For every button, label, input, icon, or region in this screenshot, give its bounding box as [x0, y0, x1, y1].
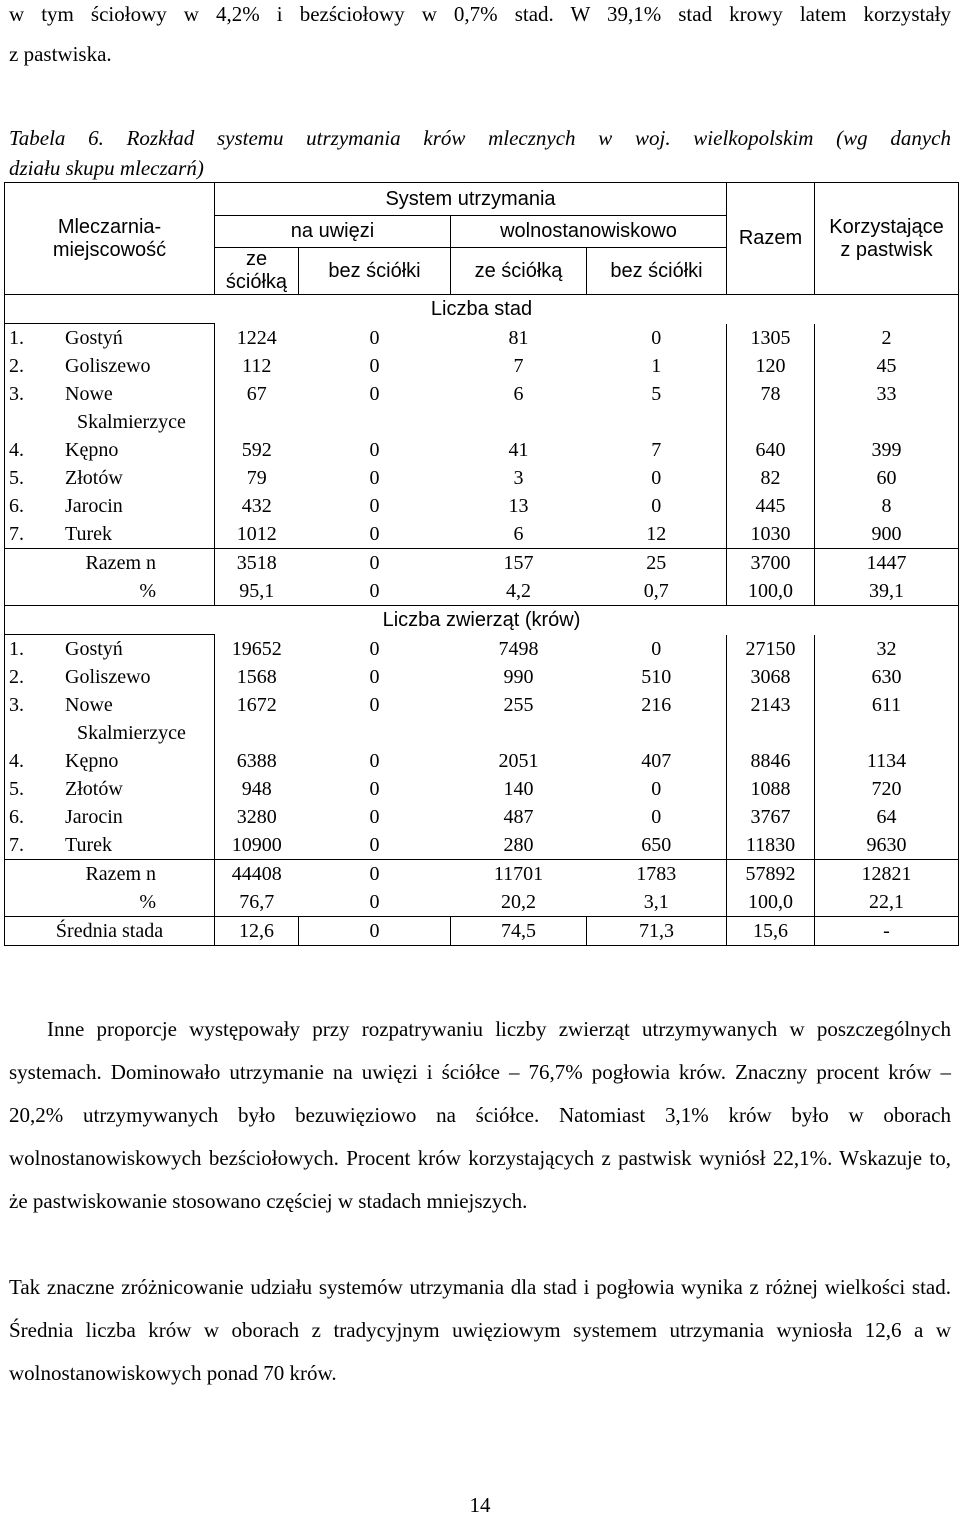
- stad-value-cell: 6: [513, 523, 524, 545]
- krow-value-cell: 0: [651, 806, 662, 828]
- stad-value-cell: 112: [242, 355, 272, 377]
- stad-value-cell: 120: [727, 352, 815, 380]
- krow-row-number: 4.: [9, 750, 24, 772]
- stad-row: [5, 492, 959, 520]
- stad-row: [5, 436, 959, 464]
- stad-value-cell: 1224: [236, 326, 277, 349]
- krow-value-cell: 19652: [231, 637, 282, 660]
- stad-dairy-name: Jarocin: [65, 495, 123, 517]
- krow-row: [5, 635, 959, 664]
- krow-value-cell: 64: [815, 803, 959, 831]
- krow-value-cell: 0: [369, 806, 380, 828]
- header-ze-sciolka-2: ze ściółką: [451, 248, 587, 295]
- section-liczba-stad-row: [5, 295, 959, 324]
- krow-value-cell: 3767: [727, 803, 815, 831]
- section-liczba-zwierzat-row: [5, 606, 959, 635]
- krow-percent-label: %: [5, 888, 215, 917]
- krow-value-cell: 0: [369, 666, 380, 688]
- krow-name-cell: [5, 803, 215, 831]
- krow-row: [5, 747, 959, 775]
- stad-value-cell: 445: [727, 492, 815, 520]
- krow-percent-value-cell: 20,2: [501, 891, 536, 913]
- stad-name-cell: [5, 520, 215, 549]
- stad-razem-value-cell: 0: [299, 549, 451, 578]
- krow-dairy-name: Turek: [65, 834, 113, 856]
- table-caption-line-2: działu skupu mleczarń): [9, 156, 204, 180]
- stad-dairy-name: Gostyń: [65, 327, 123, 349]
- krow-row: [5, 831, 959, 860]
- stad-value-cell: 0: [369, 383, 380, 405]
- srednia-label: Średnia stada: [5, 917, 215, 946]
- krow-value-cell: 3068: [727, 663, 815, 691]
- stad-value-cell: 0: [651, 326, 662, 349]
- krow-razem-value-cell: 0: [299, 860, 451, 889]
- stad-value-cell: 33: [815, 380, 959, 436]
- stad-value-cell: 0: [369, 326, 380, 349]
- stad-percent-label: %: [5, 577, 215, 606]
- stad-row: [5, 464, 959, 492]
- stad-row-number: 5.: [9, 467, 24, 489]
- krow-percent-value-cell: 22,1: [815, 888, 959, 917]
- krow-value-cell: 3280: [236, 806, 277, 828]
- krow-dairy-name: Jarocin: [65, 806, 123, 828]
- stad-name-cell: [5, 492, 215, 520]
- header-bez-sciolki-1: bez ściółki: [299, 248, 451, 295]
- paragraph-1: Inne proporcje występowały przy rozpatrywaniu liczby zwierząt utrzymywanych w poszczególnych systemach. Dominowało utrzymanie na uwięzi i ściółce – 76,7% pogłowia krów. Znaczny procent krów – 20,2% utrzymywanych było bezuwięziowo na ściółce. Natomiast 3,1% krów było w oborach wolnostanowiskowych bezściołowych. Procent krów korzystających z pastwisk wyniósł 22,1%. Wskazuje to, że pastwiskowanie stosowano częściej w stadach mniejszych.: [9, 1017, 951, 1213]
- stad-dairy-name: Turek: [65, 523, 113, 545]
- section-liczba-stad: Liczba stad: [5, 295, 959, 324]
- krow-row: [5, 803, 959, 831]
- krow-value-cell: 2051: [498, 750, 539, 772]
- stad-percent-value-cell: 100,0: [727, 577, 815, 606]
- stad-razem-value-cell: 157: [451, 549, 587, 578]
- stad-row: [5, 380, 959, 436]
- stad-percent-value-cell: 39,1: [815, 577, 959, 606]
- krow-dairy-name: Nowe: [65, 694, 113, 716]
- stad-value-cell: 81: [508, 326, 529, 349]
- stad-dairy-name: Nowe: [65, 383, 113, 405]
- stad-value-cell: 1305: [727, 324, 815, 353]
- krow-row-number: 2.: [9, 666, 24, 688]
- krow-value-cell: 6388: [236, 750, 277, 772]
- stad-value-cell: 2: [815, 324, 959, 353]
- stad-dairy-name-cont: Skalmierzyce: [77, 411, 186, 433]
- stad-row-number: 2.: [9, 355, 24, 377]
- krow-row: [5, 663, 959, 691]
- krow-value-cell: 140: [503, 778, 534, 800]
- stad-percent-value-cell: 0: [369, 580, 380, 602]
- srednia-row: [5, 917, 959, 946]
- stad-value-cell: 1030: [727, 520, 815, 549]
- stad-value-cell: 1: [651, 355, 662, 377]
- intro-line-1: w tym ściołowy w 4,2% i bezściołowy w 0,7% stad. W 39,1% stad krowy latem korzystały: [9, 2, 951, 26]
- krow-value-cell: 0: [369, 834, 380, 856]
- stad-value-cell: 41: [508, 439, 529, 461]
- stad-value-cell: 0: [369, 355, 380, 377]
- header-na-uwiezi: na uwięzi: [215, 216, 451, 248]
- stad-razem-label: Razem n: [5, 549, 215, 578]
- stad-value-cell: 12: [646, 523, 667, 545]
- krow-name-cell: [5, 775, 215, 803]
- stad-value-cell: 8: [815, 492, 959, 520]
- krow-row-number: 1.: [9, 638, 24, 660]
- krow-dairy-name: Kępno: [65, 750, 119, 772]
- header-korzystajace: Korzystające z pastwisk: [815, 183, 959, 295]
- header-bez-sciolki-2: bez ściółki: [587, 248, 727, 295]
- krow-dairy-name: Goliszewo: [65, 666, 151, 688]
- page-number: 14: [469, 1493, 491, 1517]
- krow-name-cell: [5, 831, 215, 860]
- krow-value-cell: 0: [651, 637, 662, 660]
- krow-value-cell: 1134: [815, 747, 959, 775]
- krow-value-cell: 0: [369, 750, 380, 772]
- krow-row-number: 7.: [9, 834, 24, 856]
- stad-razem-value-cell: 25: [587, 549, 727, 578]
- krow-value-cell: 9630: [815, 831, 959, 860]
- stad-row: [5, 352, 959, 380]
- krow-value-cell: 630: [815, 663, 959, 691]
- stad-razem-value-cell: 1447: [815, 549, 959, 578]
- stad-value-cell: 78: [727, 380, 815, 436]
- stad-value-cell: 0: [369, 439, 380, 461]
- stad-row-number: 6.: [9, 495, 24, 517]
- krow-row: [5, 775, 959, 803]
- stad-razem-value-cell: 3700: [727, 549, 815, 578]
- stad-value-cell: 5: [651, 383, 662, 405]
- data-table: [4, 182, 959, 946]
- krow-value-cell: 0: [369, 637, 380, 660]
- stad-value-cell: 13: [508, 495, 529, 517]
- paragraph-2: Tak znaczne zróżnicowanie udziału systemów utrzymania dla stad i pogłowia wynika z różnej wielkości stad. Średnia liczba krów w oborach z tradycyjnym uwięziowym systemem utrzymania wyniosła 12,6 a w wolnostanowiskowych ponad 70 krów.: [9, 1275, 951, 1385]
- srednia-value-cell: 12,6: [215, 917, 299, 946]
- srednia-value-cell: 15,6: [727, 917, 815, 946]
- krow-value-cell: 280: [503, 834, 534, 856]
- stad-name-cell: [5, 464, 215, 492]
- krow-razem-label: Razem n: [5, 860, 215, 889]
- krow-name-cell: [5, 747, 215, 775]
- srednia-value-cell: 71,3: [587, 917, 727, 946]
- stad-row: [5, 520, 959, 549]
- stad-value-cell: 900: [815, 520, 959, 549]
- krow-value-cell: 990: [503, 666, 534, 688]
- stad-row: [5, 324, 959, 353]
- stad-value-cell: 6: [513, 383, 524, 405]
- krow-value-cell: 11830: [727, 831, 815, 860]
- krow-percent-value-cell: 0: [369, 891, 380, 913]
- intro-line-2: z pastwiska.: [9, 42, 112, 66]
- krow-value-cell: 1672: [236, 694, 277, 716]
- stad-name-cell: [5, 324, 215, 353]
- header-wolnostanowiskowo: wolnostanowiskowo: [451, 216, 727, 248]
- krow-value-cell: 10900: [231, 834, 282, 856]
- krow-row: [5, 691, 959, 747]
- krow-value-cell: 1568: [236, 666, 277, 688]
- krow-percent-value-cell: 100,0: [727, 888, 815, 917]
- krow-value-cell: 650: [641, 834, 672, 856]
- krow-razem-value-cell: 11701: [451, 860, 587, 889]
- stad-value-cell: 45: [815, 352, 959, 380]
- krow-percent-row: [5, 888, 959, 917]
- stad-razem-value-cell: 3518: [215, 549, 299, 578]
- krow-value-cell: 487: [503, 806, 534, 828]
- krow-value-cell: 32: [815, 635, 959, 664]
- krow-row-number: 3.: [9, 694, 24, 716]
- stad-value-cell: 399: [815, 436, 959, 464]
- krow-value-cell: 1088: [727, 775, 815, 803]
- krow-row-number: 5.: [9, 778, 24, 800]
- srednia-value-cell: -: [815, 917, 959, 946]
- stad-dairy-name: Kępno: [65, 439, 119, 461]
- stad-value-cell: 82: [727, 464, 815, 492]
- srednia-value-cell: 74,5: [451, 917, 587, 946]
- stad-value-cell: 0: [651, 495, 662, 517]
- stad-value-cell: 7: [513, 355, 524, 377]
- krow-razem-value-cell: 44408: [215, 860, 299, 889]
- krow-dairy-name: Gostyń: [65, 638, 123, 660]
- krow-percent-value-cell: 76,7: [239, 891, 275, 913]
- stad-value-cell: 79: [246, 467, 267, 489]
- stad-value-cell: 0: [651, 467, 662, 489]
- stad-value-cell: 3: [513, 467, 524, 489]
- stad-value-cell: 0: [369, 495, 380, 517]
- stad-value-cell: 432: [241, 495, 272, 517]
- stad-row-number: 1.: [9, 327, 24, 349]
- srednia-value-cell: 0: [299, 917, 451, 946]
- krow-razem-row: [5, 860, 959, 889]
- stad-value-cell: 60: [815, 464, 959, 492]
- krow-razem-value-cell: 57892: [727, 860, 815, 889]
- stad-name-cell: [5, 380, 215, 436]
- stad-value-cell: 1012: [236, 523, 277, 545]
- krow-value-cell: 0: [369, 694, 380, 716]
- krow-name-cell: [5, 635, 215, 664]
- stad-value-cell: 7: [651, 439, 662, 461]
- stad-value-cell: 0: [369, 523, 380, 545]
- stad-dairy-name: Goliszewo: [65, 355, 151, 377]
- header-system: System utrzymania: [215, 183, 727, 216]
- stad-razem-row: [5, 549, 959, 578]
- header-mleczarnia: Mleczarnia- miejscowość: [5, 183, 215, 295]
- stad-value-cell: 640: [727, 436, 815, 464]
- stad-row-number: 3.: [9, 383, 24, 405]
- stad-row-number: 7.: [9, 523, 24, 545]
- krow-name-cell: [5, 691, 215, 747]
- krow-value-cell: 948: [241, 778, 272, 800]
- krow-razem-value-cell: 1783: [587, 860, 727, 889]
- krow-dairy-name: Złotów: [65, 778, 123, 800]
- stad-name-cell: [5, 352, 215, 380]
- stad-value-cell: 67: [246, 383, 267, 405]
- krow-row-number: 6.: [9, 806, 24, 828]
- stad-percent-value-cell: 95,1: [239, 580, 275, 602]
- stad-percent-value-cell: 0,7: [643, 580, 669, 602]
- krow-dairy-name-cont: Skalmierzyce: [77, 722, 186, 744]
- header-razem: Razem: [727, 183, 815, 295]
- stad-percent-row: [5, 577, 959, 606]
- krow-value-cell: 216: [641, 694, 672, 716]
- stad-value-cell: 0: [369, 467, 380, 489]
- section-liczba-zwierzat: Liczba zwierząt (krów): [5, 606, 959, 635]
- stad-value-cell: 592: [241, 439, 272, 461]
- krow-value-cell: 0: [369, 778, 380, 800]
- stad-name-cell: [5, 436, 215, 464]
- krow-value-cell: 2143: [727, 691, 815, 747]
- krow-value-cell: 7498: [498, 637, 539, 660]
- krow-value-cell: 27150: [727, 635, 815, 664]
- krow-value-cell: 8846: [727, 747, 815, 775]
- stad-percent-value-cell: 4,2: [506, 580, 531, 602]
- krow-value-cell: 255: [503, 694, 534, 716]
- header-ze-sciolka-1: ze ściółką: [215, 248, 299, 295]
- table-caption-line-1: Tabela 6. Rozkład systemu utrzymania krów mlecznych w woj. wielkopolskim (wg danych: [9, 126, 951, 150]
- stad-dairy-name: Złotów: [65, 467, 123, 489]
- krow-value-cell: 407: [641, 750, 672, 772]
- krow-value-cell: 0: [651, 778, 662, 800]
- krow-value-cell: 611: [815, 691, 959, 747]
- krow-razem-value-cell: 12821: [815, 860, 959, 889]
- krow-name-cell: [5, 663, 215, 691]
- krow-value-cell: 510: [641, 666, 672, 688]
- stad-row-number: 4.: [9, 439, 24, 461]
- krow-percent-value-cell: 3,1: [643, 891, 669, 913]
- krow-value-cell: 720: [815, 775, 959, 803]
